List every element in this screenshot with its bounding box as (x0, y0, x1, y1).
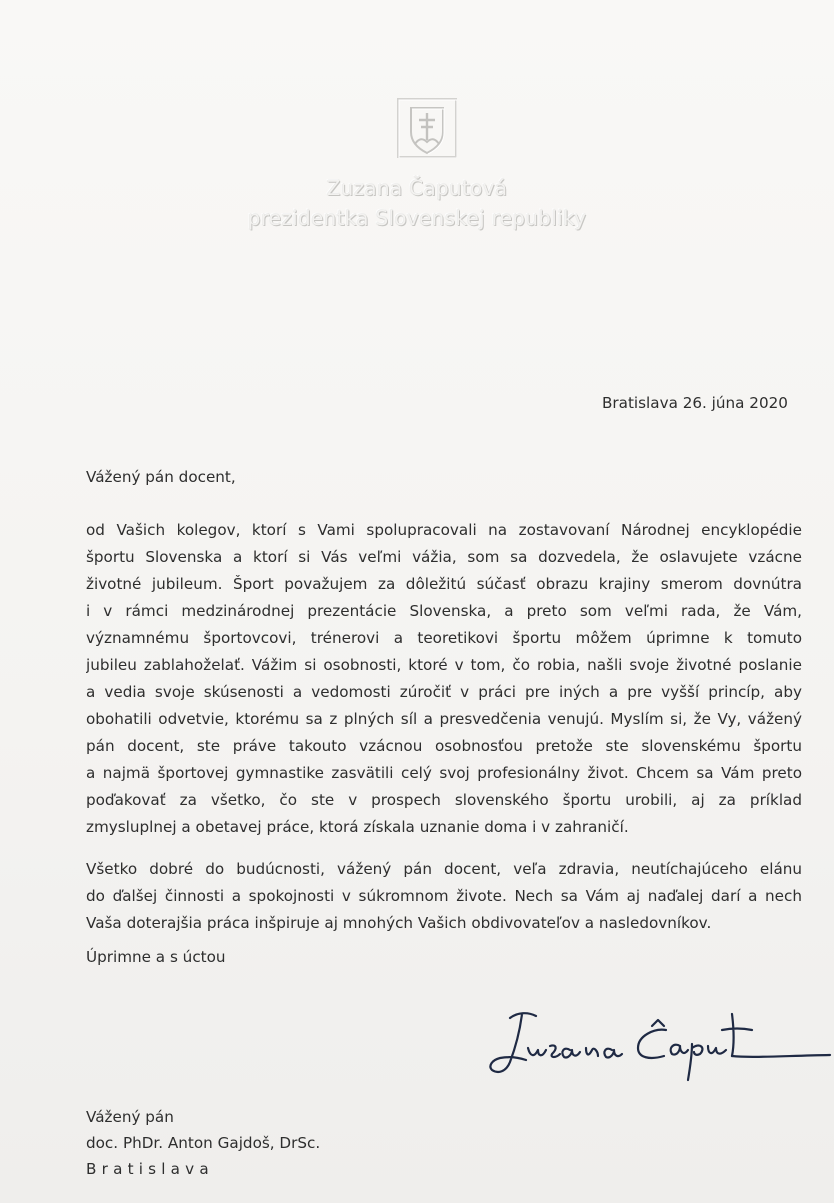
body-line: a vedia svoje skúsenosti a vedomosti zúročiť v práci pre iných a pre vyšší princíp, aby (86, 683, 802, 701)
body-line: i v rámci medzinárodnej prezentácie Slovenska, a preto som veľmi rada, že Vám, (86, 602, 802, 620)
body-line: poďakovať za všetko, čo ste v prospech slovenského športu urobili, aj za príklad (86, 791, 802, 809)
closing-phrase: Úprimne a s úctou (86, 948, 226, 966)
body-line: životné jubileum. Šport považujem za dôležitú súčasť obrazu krajiny smerom dovnútra (86, 575, 802, 593)
body-line: od Vašich kolegov, ktorí s Vami spolupracovali na zostavovaní Národnej encyklopédie (86, 521, 802, 539)
body-line: a najmä športovej gymnastike zasvätili celý svoj profesionálny život. Chcem sa Vám preto (86, 764, 802, 782)
recipient-salutation: Vážený pán (86, 1108, 174, 1126)
body-line: športu Slovenska a ktorí si Vás veľmi vážia, som sa dozvedela, že oslavujete vzácne (86, 548, 802, 566)
body-line: jubileu zablahoželať. Vážim si osobnosti, ktoré v tom, čo robia, našli svoje životné poslanie (86, 656, 802, 674)
letter-date: Bratislava 26. júna 2020 (602, 394, 788, 412)
salutation: Vážený pán docent, (86, 468, 236, 486)
body-line: Vaša doterajšia práca inšpiruje aj mnohých Vašich obdivovateľov a nasledovníkov. (86, 914, 712, 932)
letterhead-name: Zuzana Čaputová (326, 176, 508, 200)
body-line: významnému športovcovi, trénerovi a teoretikovi športu môžem úprimne k tomuto (86, 629, 802, 647)
letterhead-title: prezidentka Slovenskej republiky (247, 206, 587, 230)
body-line: do ďalšej činnosti a spokojnosti v súkromnom živote. Nech sa Vám aj naďalej darí a nech (86, 887, 802, 905)
recipient-name: doc. PhDr. Anton Gajdoš, DrSc. (86, 1134, 321, 1152)
handwritten-signature (470, 1000, 832, 1090)
body-line: obohatili odvetvie, ktorému sa z plných síl a presvedčenia venujú. Myslím si, že Vy, vážený (86, 710, 802, 728)
body-line: pán docent, ste práve takouto vzácnou osobnosťou pretože ste slovenskému športu (86, 737, 802, 755)
slovak-coat-of-arms-embossed-icon (397, 98, 457, 158)
body-line: Všetko dobré do budúcnosti, vážený pán docent, veľa zdravia, neutíchajúceho elánu (86, 860, 802, 878)
body-line: zmysluplnej a obetavej práce, ktorá získala uznanie doma i v zahraničí. (86, 818, 629, 836)
recipient-city: Bratislava (86, 1160, 214, 1178)
